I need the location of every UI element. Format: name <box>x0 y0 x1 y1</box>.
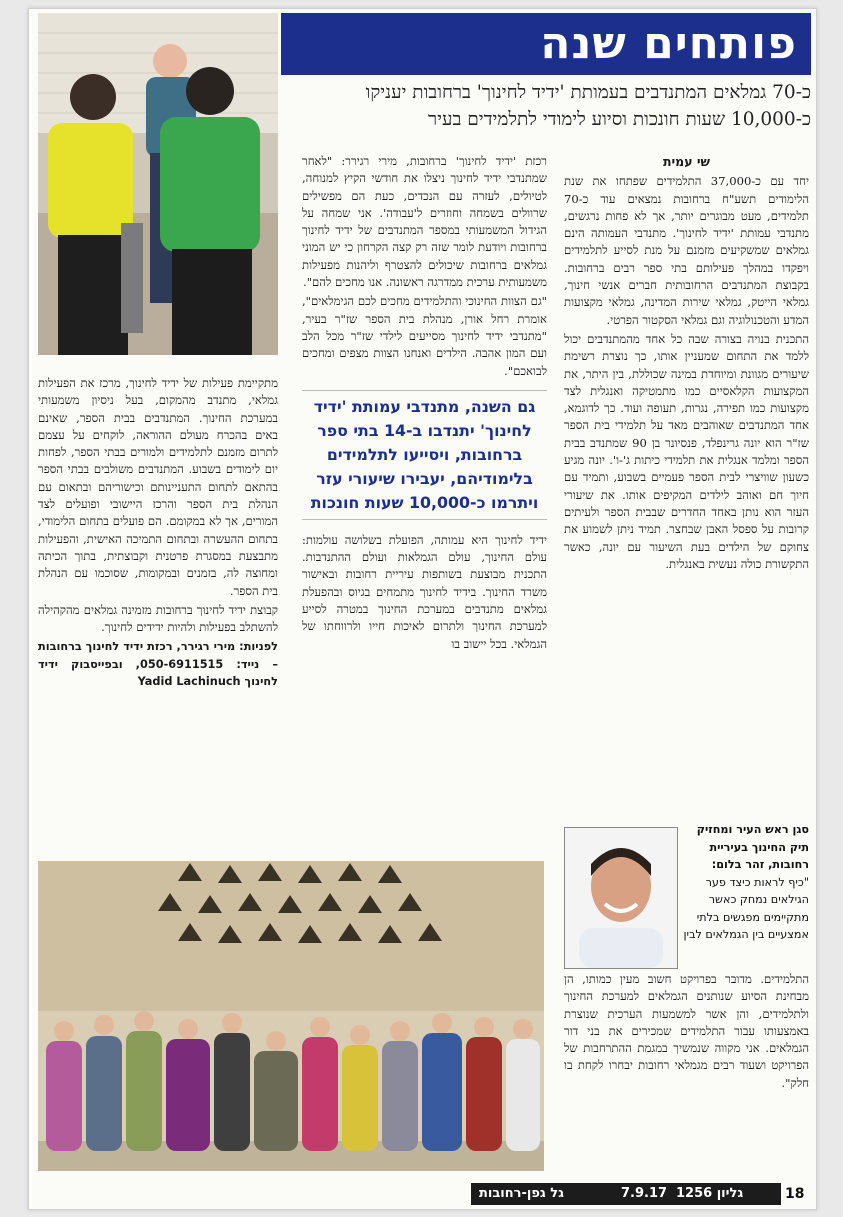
column-left <box>38 375 278 855</box>
paragraph: ידיד לחינוך היא עמותה, הפועלת בשלושה עולמות: עולם החינוך, עולם הגמלאות ועולם ההתנדבות. התכנית מבוצעת בשותפות עיריית רחובות ובאישור משרד החינוך. בידיד לחינוך מתמחים בגיוס ובהפעלת גמלאים מתנדבים במערכת החינוך במטרה לסייע למערכת החינוך ולתרום לאיכות חייו ולרווחתו של הגמלאי. בכל יישוב בו <box>302 532 547 651</box>
footer-bar <box>471 1183 781 1205</box>
page-footer <box>29 1177 816 1209</box>
footer-issue: גליון 1256 <box>676 1186 744 1201</box>
footer-section: גל גפן-רחובות <box>479 1186 564 1201</box>
column-middle <box>302 153 547 853</box>
subheadline: כ-70 גמלאים המתנדבים בעמותת 'ידיד לחינוך' ברחובות יעניקו כ-10,000 שעות חונכות וסיוע לימודי לתלמידים בעיר <box>365 82 811 130</box>
top-photo-volunteer-students <box>38 13 278 355</box>
portrait-deputy-mayor <box>564 827 678 969</box>
mayor-quote-continued: התלמידים. מדובר בפרויקט חשוב מעין כמותו, הן מבחינת הסיוע שנותנים הגמלאים למערכת החינוך ולתלמידים, והן אשר למשמעות הערכית שנוצרת באמצעותו עבור התלמידים שמכירים את בני דור הגמלאים. אני מקווה שנמשיך במגמת ההתרחבות של הפרויקט ושעוד רבים מגמלאי רחובות יבחרו לקחת בו חלק". <box>564 972 809 1090</box>
paragraph: רכזת 'ידיד לחינוך' ברחובות, מירי רגירר: "לאחר שמתנדבי ידיד לחינוך ניצלו את חודשי הקיץ למנוחה, לטיולים, לעזרה עם הנכדים, כעת הם מפשילים שרוולים בשמחה וחוזרים ל'עבודה'. אני שמחה על הגידול המשמעותי במספר המתנדבים של ידיד לחינוך ברחובות ויודעת לומר שזה רק קצה הקרחון כי יש המוני גמלאים ברחובות שיכולים להצטרף וליהנות מפעילות משמעותית ערכית ממדרגה ראשונה. אנו מחכים להם". <box>302 154 547 290</box>
headline: פותחים שנה <box>540 18 797 69</box>
paragraph: התכנית בנויה בצורה שבה כל אחד מהמתנדבים יכול ללמד את התחום שמעניין אותו, כך נוצרת רשימת שיעורים מגוונת ומיוחדת במינה שכוללת, בין היתר, את המקצועות הקלאסיים כמו מתמטיקה ואנגלית לצד מקצועות כמו תפירה, נגרות, תעופה ועוד. כך לדוגמא, אחד המתנדבים שאוהבים מאד על תלמידי בית הספר שז"ר הוא יונה גרינפלד, פנסיונר בן 90 שמתנדב בבית הספר ומלמד אנגלית את תלמידי כיתות ג'-ו'. יונה מגיע כשעון שוויצרי לבית הספר פעמיים בשבוע, ותמיד עם חיוך חם ואוהב לילדים המקיפים אותו. את שיעורי העזר הוא נותן באחד החדרים שבבית הספר ולעיתים קרובות על ספסל האבן שבחצר. תמיד ניתן לשמוע את צחוקם של הילדים בעת השיעור עם יונה, כאשר התקשורת כולה נעשית באנגלית. <box>564 331 809 571</box>
byline: שי עמית <box>662 154 711 169</box>
group-photo-volunteers <box>38 861 544 1171</box>
newspaper-page <box>28 8 817 1210</box>
headline-bar <box>281 13 811 75</box>
mayor-title: סגן ראש העיר ומחזיק תיק החינוך בעיריית רחובות, זהר בלום: <box>696 823 809 871</box>
mayor-quote-block <box>679 821 809 944</box>
page-number: 18 <box>785 1186 805 1202</box>
mayor-quote: "כיף לראות כיצד פער הגילאים נמחק כאשר מתקיימים מפגשים בלתי אמצעיים בין הגמלאים לבין <box>683 875 809 941</box>
paragraph: "גם הצוות החינוכי והתלמידים מחכים לכם הגימלאים", אומרת רחל אורן, מנהלת בית הספר שז"ר בעיר, "מתנדבי ידיד לחינוך מסייעים לילדי שז"ר מכל הלב ועם המון אהבה. הילדים ואנחנו הצוות מצפים ומחכים לבואכם". <box>302 294 547 378</box>
paragraph: יחד עם כ-37,000 התלמידים שפתחו את שנת הלימודים תשע"ח ברחובות נמצאים עוד כ-70 תלמידים, מעט מבוגרים יותר, אך לא פחות נרגשים, מתנדבי עמותת 'ידיד לחינוך'. מתנדבי העמותה הינם גמלאים שמשקיעים מזמנם על מנת לסייע לתלמידים ויפקדו במהלך פעילותם בתי ספר רבים ברחובות. בקבוצת המתנדבים הרחובותית חברים אנשי חינוך, גמלאי הייטק, גמלאי שירות המדינה, גמלאי מקצועות המדע והטכנולוגיה וגם גמלאי הסקטור הפרטי. <box>564 174 809 327</box>
footer-date: 7.9.17 <box>621 1186 668 1201</box>
pull-quote: גם השנה, מתנדבי עמותת 'ידיד לחינוך' יתנדבו ב-14 בתי ספר ברחובות, ויסייעו לתלמידים בלימודיהם, יעבירו שיעורי עזר ויתרמו כ-10,000 שעות חונכות <box>302 390 547 520</box>
column-right <box>564 153 809 821</box>
paragraph: קבוצת ידיד לחינוך ברחובות מזמינה גמלאים מהקהילה להשתלב בפעילות ולהיות ידידים לחינוך. <box>38 602 278 635</box>
contact-info: לפניות: מירי רגירר, רכזת ידיד לחינוך ברחובות – נייד: 050-6911515, ובפייסבוק ידיד לחינוך Yadid Lachinuch <box>38 640 278 689</box>
paragraph: מתקיימת פעילות של ידיד לחינוך, מרכז את הפעילות גמלאי, מתנדב מהמקום, בעל ניסיון משמעותי במערכת החינוך. המתנדבים בבית הספר, שאינם באים בהכרח מעולם ההוראה, לוקחים על עצמם לתרום מזמנם לתלמידים ולמורים בבתי הספר, לפחות יום לימודים בשבוע. המתנדבים משולבים בבתי הספר בהתאם לתחום התעניינותם וכישוריהם ובתאום עם הנהלת בית הספר והרכז היישובי ופועלים לצד המורים, אך לא במקומם. הם פועלים בתחום הלימודי, בתחום ההעשרה ובתחום התמיכה האישית, והפעילות מתבצעת במסגרת פרטנית וקבוצתית, בתוך הכיתה ומחוצה לה, בזמנים ובמקומות, שסוכמו עם הנהלת בית הספר. <box>38 376 278 598</box>
